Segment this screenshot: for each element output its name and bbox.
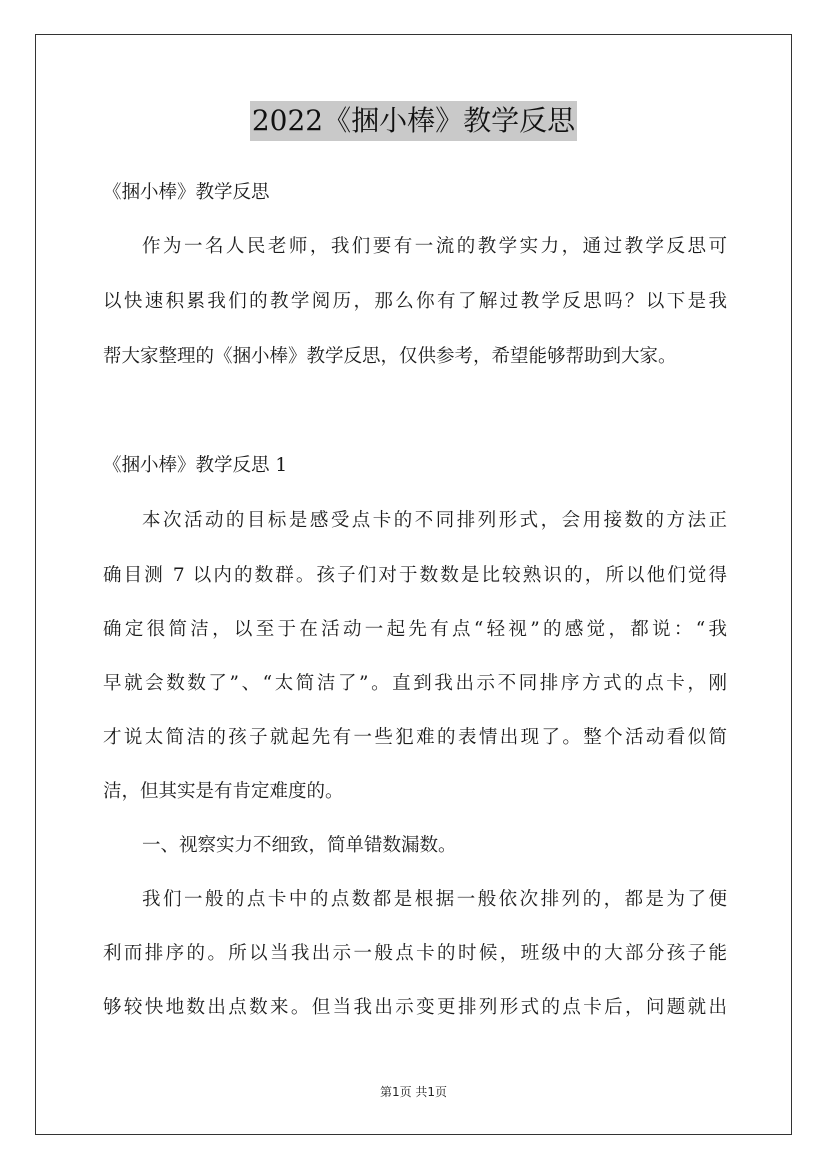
paragraph-line: 本次活动的目标是感受点卡的不同排列形式，会用接数的方法正 [142, 510, 727, 531]
paragraph-line: 确定很简洁，以至于在活动一起先有点“轻视”的感觉，都说：“我 [103, 619, 727, 640]
paragraph-line: 以快速积累我们的教学阅历，那么你有了解过教学反思吗？以下是我 [103, 291, 727, 312]
section-heading: 《捆小棒》教学反思 1 [103, 455, 288, 476]
paragraph-line: 帮大家整理的《捆小棒》教学反思，仅供参考，希望能够帮助到大家。 [103, 346, 677, 367]
paragraph-line: 早就会数数了”、“太简洁了”。直到我出示不同排序方式的点卡，刚 [103, 673, 727, 694]
paragraph-line: 确目测 7 以内的数群。孩子们对于数数是比较熟识的，所以他们觉得 [103, 565, 727, 586]
document-title: 2022《捆小棒》教学反思 [250, 101, 577, 141]
paragraph-line: 才说太简洁的孩子就起先有一些犯难的表情出现了。整个活动看似简 [103, 727, 727, 748]
subheading-line: 一、视察实力不细致，简单错数漏数。 [142, 835, 457, 856]
paragraph-line: 洁，但其实是有肯定难度的。 [103, 781, 344, 802]
title-wrap [0, 101, 827, 141]
paragraph-line: 利而排序的。所以当我出示一般点卡的时候，班级中的大部分孩子能 [103, 943, 727, 964]
paragraph-line: 作为一名人民老师，我们要有一流的教学实力，通过教学反思可 [142, 236, 727, 257]
paragraph-line: 够较快地数出点数来。但当我出示变更排列形式的点卡后，问题就出 [103, 997, 727, 1018]
section-heading: 《捆小棒》教学反思 [103, 182, 270, 203]
paragraph-line: 我们一般的点卡中的点数都是根据一般依次排列的，都是为了便 [142, 889, 727, 910]
page-footer: 第1页 共1页 [379, 1085, 448, 1099]
